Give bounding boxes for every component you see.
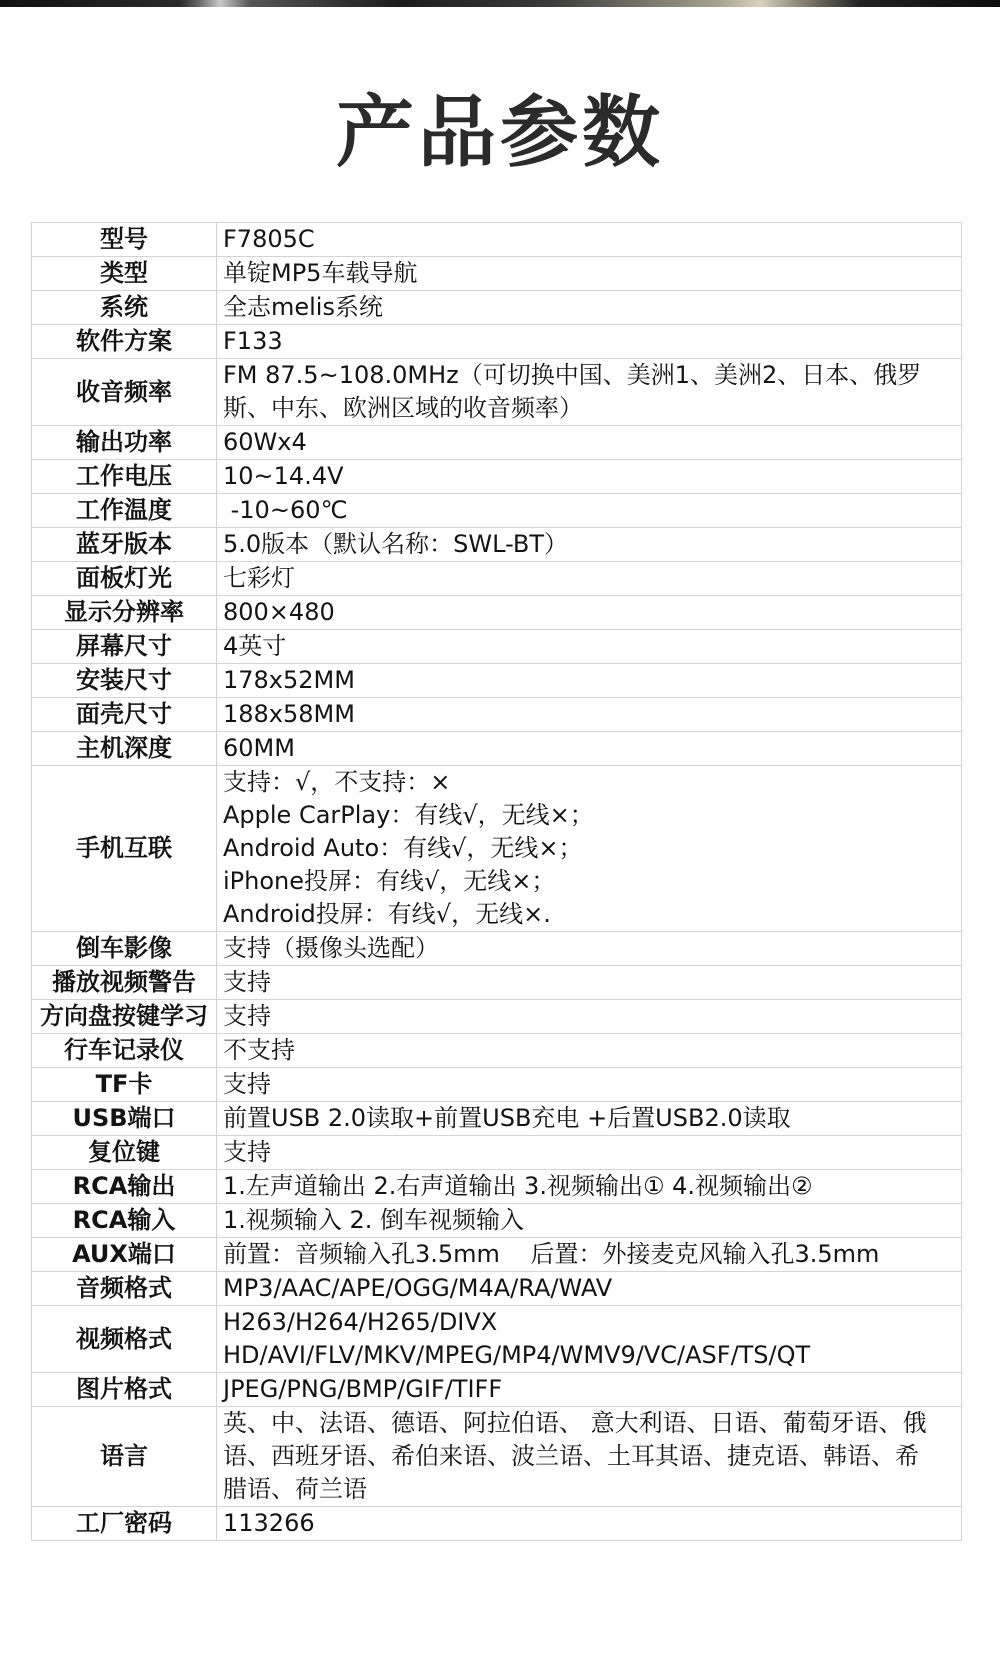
spec-row [32,291,962,325]
spec-value: 60MM [217,732,962,766]
spec-row [32,359,962,426]
spec-value: MP3/AAC/APE/OGG/M4A/RA/WAV [217,1272,962,1306]
spec-value [217,766,962,932]
spec-label: 屏幕尺寸 [32,630,217,664]
spec-label: 收音频率 [32,359,217,426]
spec-row [32,1272,962,1306]
spec-value: 188x58MM [217,698,962,732]
spec-label: RCA输入 [32,1204,217,1238]
spec-value: 支持 [217,1068,962,1102]
spec-row [32,223,962,257]
spec-row [32,494,962,528]
spec-value: F133 [217,325,962,359]
spec-value: -10~60℃ [217,494,962,528]
top-banner-strip [0,0,1000,7]
spec-label: 主机深度 [32,732,217,766]
spec-label: 方向盘按键学习 [32,1000,217,1034]
spec-table [31,222,962,1541]
spec-label: TF卡 [32,1068,217,1102]
spec-value: 前置：音频输入孔3.5mm 后置：外接麦克风输入孔3.5mm [217,1238,962,1272]
spec-label: 倒车影像 [32,932,217,966]
spec-label: 行车记录仪 [32,1034,217,1068]
spec-row [32,562,962,596]
spec-value: 七彩灯 [217,562,962,596]
spec-value: 4英寸 [217,630,962,664]
spec-row [32,966,962,1000]
spec-value-line: 语、西班牙语、希伯来语、波兰语、土耳其语、捷克语、韩语、希 [223,1442,919,1470]
spec-row [32,460,962,494]
spec-row [32,528,962,562]
spec-value: 前置USB 2.0读取+前置USB充电 +后置USB2.0读取 [217,1102,962,1136]
spec-row [32,1373,962,1407]
spec-row [32,1000,962,1034]
spec-row [32,664,962,698]
spec-value: 178x52MM [217,664,962,698]
spec-label: 显示分辨率 [32,596,217,630]
spec-row [32,630,962,664]
spec-row [32,1170,962,1204]
spec-row [32,732,962,766]
spec-value: 不支持 [217,1034,962,1068]
spec-label: 面板灯光 [32,562,217,596]
spec-label: 音频格式 [32,1272,217,1306]
spec-label: 软件方案 [32,325,217,359]
spec-row [32,426,962,460]
spec-label: 安装尺寸 [32,664,217,698]
spec-label: 复位键 [32,1136,217,1170]
spec-label: 型号 [32,223,217,257]
spec-label: 输出功率 [32,426,217,460]
spec-row [32,1034,962,1068]
spec-value-line: FM 87.5~108.0MHz（可切换中国、美洲1、美洲2、日本、俄罗 [223,361,922,389]
spec-value-line: Android Auto：有线√，无线×； [223,834,583,862]
spec-row [32,1507,962,1541]
spec-value: 支持 [217,1000,962,1034]
spec-label: 蓝牙版本 [32,528,217,562]
spec-value: 支持（摄像头选配） [217,932,962,966]
spec-value: 单锭MP5车载导航 [217,257,962,291]
spec-row [32,325,962,359]
spec-value: 5.0版本（默认名称：SWL-BT） [217,528,962,562]
spec-label: 播放视频警告 [32,966,217,1000]
spec-value: 1.视频输入 2. 倒车视频输入 [217,1204,962,1238]
spec-label: USB端口 [32,1102,217,1136]
spec-row [32,596,962,630]
spec-value-line: HD/AVI/FLV/MKV/MPEG/MP4/WMV9/VC/ASF/TS/QT [223,1341,811,1369]
spec-label: 工作温度 [32,494,217,528]
spec-value-line: 斯、中东、欧洲区域的收音频率） [223,394,583,422]
spec-label: 系统 [32,291,217,325]
spec-value: 全志melis系统 [217,291,962,325]
spec-row [32,1204,962,1238]
spec-row [32,1102,962,1136]
spec-value-line: 支持：√，不支持：× [223,768,451,796]
spec-label: 面壳尺寸 [32,698,217,732]
spec-value [217,359,962,426]
spec-row [32,698,962,732]
spec-row [32,1407,962,1507]
spec-label: AUX端口 [32,1238,217,1272]
spec-value-line: Apple CarPlay：有线√，无线×； [223,801,594,829]
spec-row [32,257,962,291]
spec-label: 视频格式 [32,1306,217,1373]
spec-value [217,1306,962,1373]
spec-value [217,1407,962,1507]
spec-row [32,1136,962,1170]
page-title: 产品参数 [335,88,664,178]
spec-value-line: H263/H264/H265/DIVX [223,1308,498,1336]
spec-label: 图片格式 [32,1373,217,1407]
spec-value: 1.左声道输出 2.右声道输出 3.视频输出① 4.视频输出② [217,1170,962,1204]
spec-row [32,932,962,966]
spec-row [32,766,962,932]
spec-row [32,1238,962,1272]
spec-label: 类型 [32,257,217,291]
spec-value: 113266 [217,1507,962,1541]
spec-label: 工作电压 [32,460,217,494]
spec-value-line: Android投屏：有线√，无线×. [223,900,551,928]
spec-value: 支持 [217,966,962,1000]
spec-label: 手机互联 [32,766,217,932]
spec-label: 工厂密码 [32,1507,217,1541]
spec-label: RCA输出 [32,1170,217,1204]
spec-value: 60Wx4 [217,426,962,460]
spec-value: 800×480 [217,596,962,630]
spec-label: 语言 [32,1407,217,1507]
spec-value-line: iPhone投屏：有线√，无线×； [223,867,556,895]
spec-row [32,1306,962,1373]
spec-value: 10~14.4V [217,460,962,494]
spec-value-line: 腊语、荷兰语 [223,1475,367,1503]
spec-value-line: 英、中、法语、德语、阿拉伯语、 意大利语、日语、葡萄牙语、俄 [223,1409,927,1437]
spec-value: 支持 [217,1136,962,1170]
spec-value: JPEG/PNG/BMP/GIF/TIFF [217,1373,962,1407]
spec-row [32,1068,962,1102]
spec-value: F7805C [217,223,962,257]
